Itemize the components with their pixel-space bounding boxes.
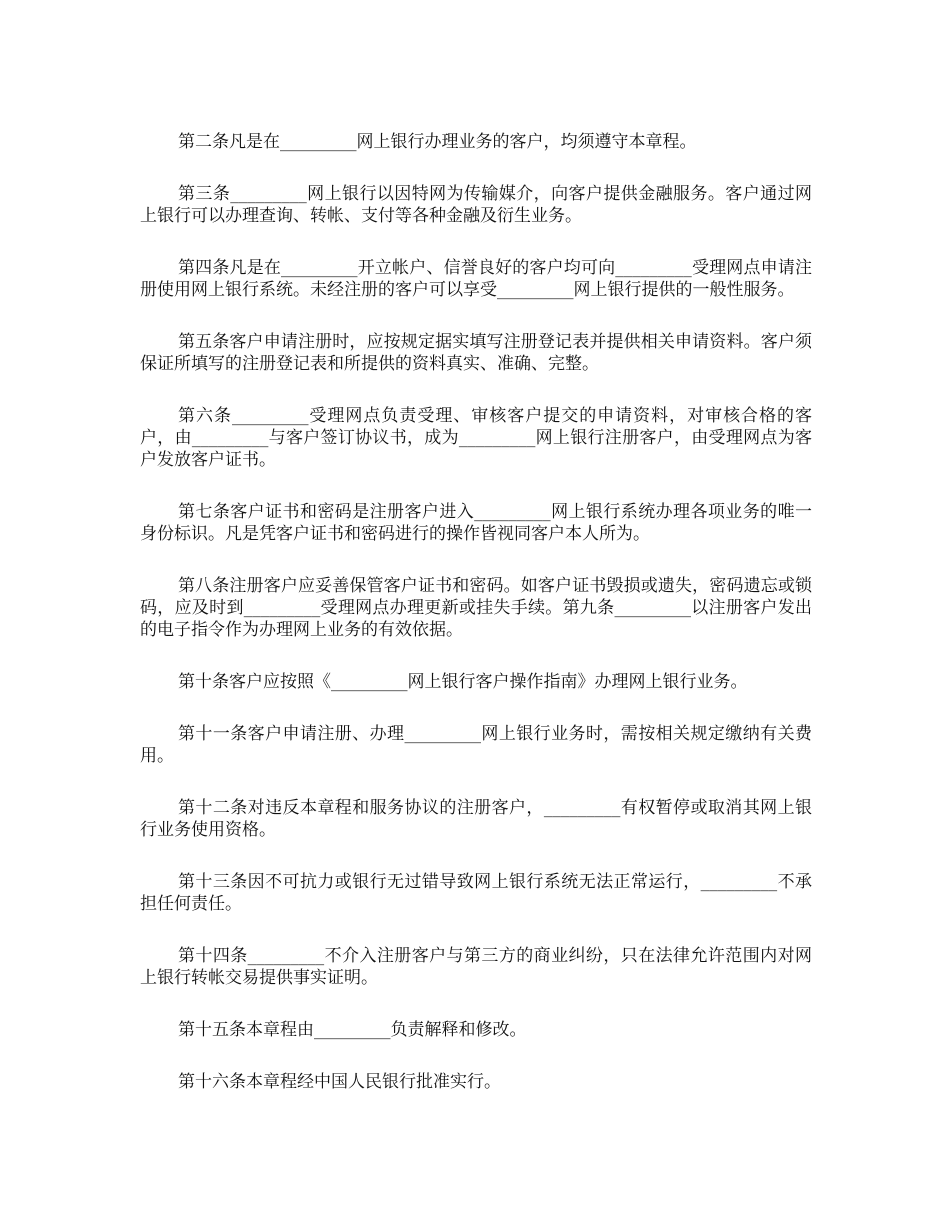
article-7: 第七条客户证书和密码是注册客户进入_________网上银行系统办理各项业务的唯一身份标识。凡是凭客户证书和密码进行的操作皆视同客户本人所为。 bbox=[140, 502, 812, 544]
article-12: 第十二条对违反本章程和服务协议的注册客户，_________有权暂停或取消其网上银行业务使用资格。 bbox=[140, 798, 812, 840]
article-6: 第六条_________受理网点负责受理、审核客户提交的申请资料，对审核合格的客户，由_________与客户签订协议书，成为_________网上银行注册客户，由受理网点为客户发放客户证书。 bbox=[140, 406, 812, 470]
article-8-9: 第八条注册客户应妥善保管客户证书和密码。如客户证书毁损或遗失，密码遗忘或锁码，应及时到_________受理网点办理更新或挂失手续。第九条_________以注册客户发出的电子指令作为办理网上业务的有效依据。 bbox=[140, 576, 812, 640]
article-4: 第四条凡是在_________开立帐户、信誉良好的客户均可向_________受理网点申请注册使用网上银行系统。未经注册的客户可以享受_________网上银行提供的一般性服务。 bbox=[140, 258, 812, 300]
article-5: 第五条客户申请注册时，应按规定据实填写注册登记表并提供相关申请资料。客户须保证所填写的注册登记表和所提供的资料真实、准确、完整。 bbox=[140, 332, 812, 374]
article-10: 第十条客户应按照《_________网上银行客户操作指南》办理网上银行业务。 bbox=[178, 672, 748, 692]
article-16: 第十六条本章程经中国人民银行批准实行。 bbox=[178, 1072, 501, 1092]
article-15: 第十五条本章程由_________负责解释和修改。 bbox=[178, 1020, 527, 1040]
article-13: 第十三条因不可抗力或银行无过错导致网上银行系统无法正常运行，_________不承担任何责任。 bbox=[140, 872, 812, 914]
document-body bbox=[140, 131, 812, 1123]
article-2: 第二条凡是在_________网上银行办理业务的客户，均须遵守本章程。 bbox=[178, 132, 697, 152]
article-14: 第十四条_________不介入注册客户与第三方的商业纠纷，只在法律允许范围内对网上银行转帐交易提供事实证明。 bbox=[140, 946, 812, 988]
article-3: 第三条_________网上银行以因特网为传输媒介，向客户提供金融服务。客户通过网上银行可以办理查询、转帐、支付等各种金融及衍生业务。 bbox=[140, 184, 812, 226]
article-11: 第十一条客户申请注册、办理_________网上银行业务时，需按相关规定缴纳有关费用。 bbox=[140, 724, 812, 766]
